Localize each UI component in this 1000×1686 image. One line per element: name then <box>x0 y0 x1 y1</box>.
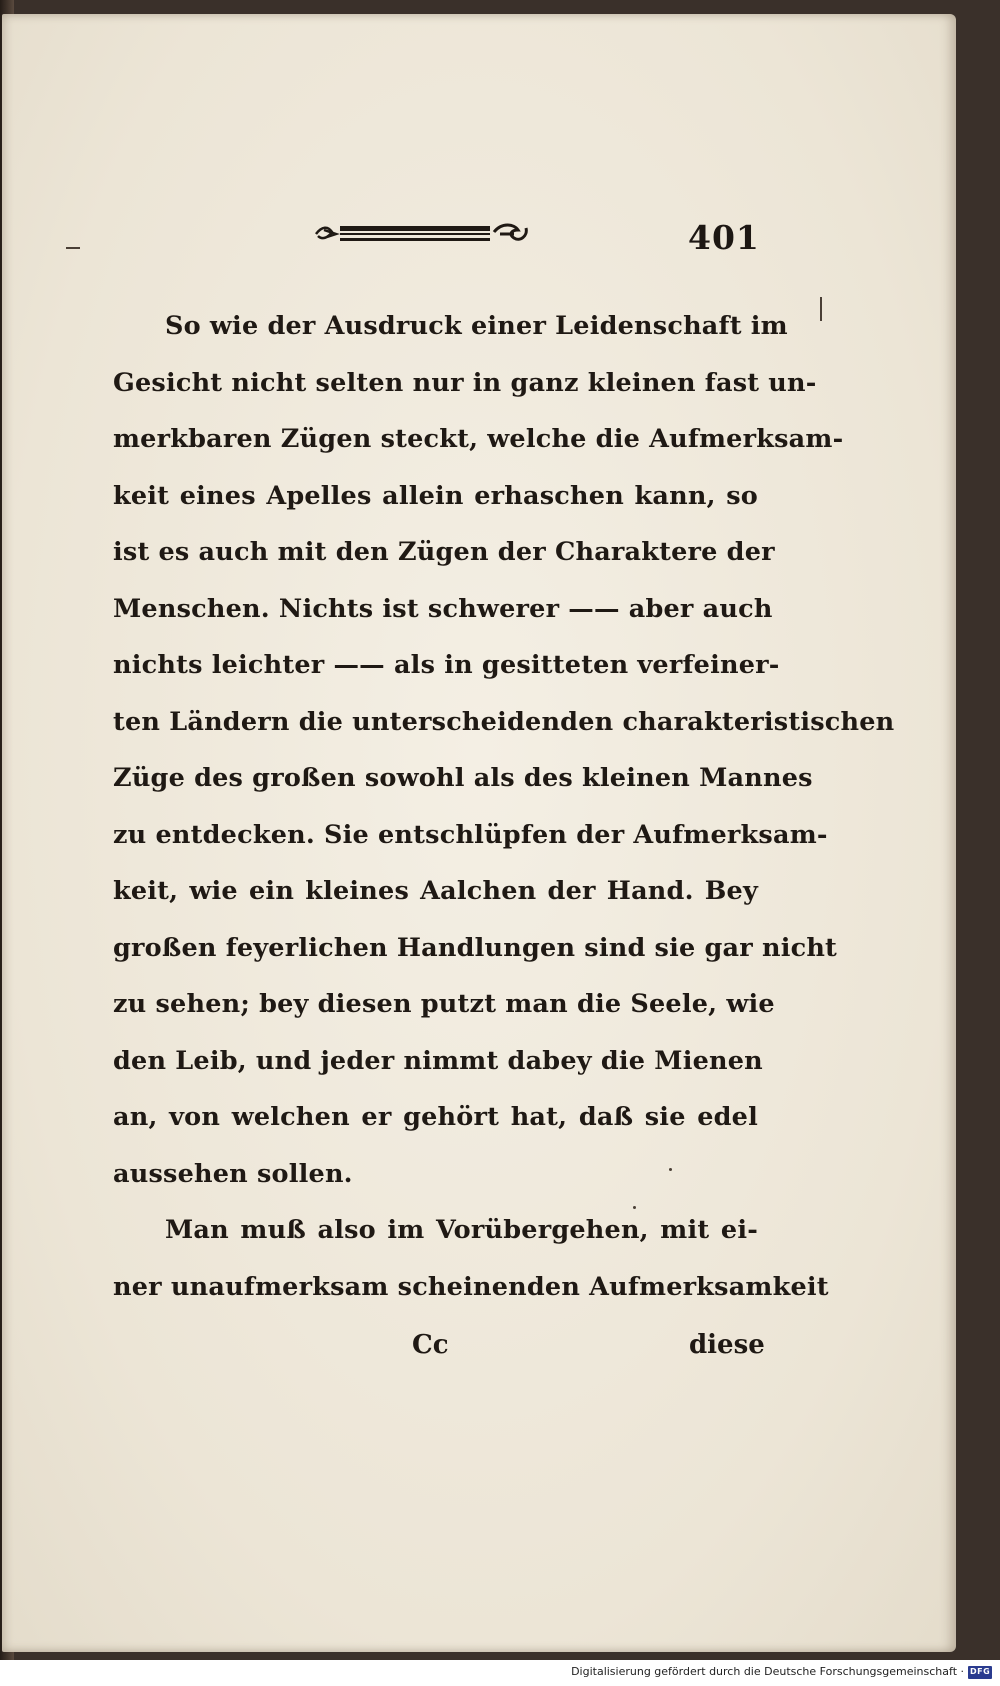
signature-mark: Cc <box>412 1330 449 1360</box>
text-line: keit eines Apelles allein erhaschen kann, so <box>113 480 758 511</box>
text-line: Gesicht nicht selten nur in ganz kleinen fast un- <box>113 367 817 398</box>
catchword: diese <box>689 1330 765 1360</box>
text-line: Man muß also im Vorübergehen, mit ei- <box>165 1215 758 1245</box>
text-line: zu sehen; bey diesen putzt man die Seele, wie <box>113 989 775 1019</box>
body-text <box>113 298 895 1315</box>
ornament-rule-icon <box>314 218 544 248</box>
page-number: 401 <box>688 218 760 257</box>
text-line: Menschen. Nichts ist schwerer —— aber auch <box>113 593 773 624</box>
footer-bar <box>0 1660 1000 1686</box>
text-line: aussehen sollen. <box>113 1158 353 1189</box>
text-line: merkbaren Zügen steckt, welche die Aufmerksam- <box>113 424 844 454</box>
text-line: So wie der Ausdruck einer Leidenschaft im <box>165 311 788 341</box>
text-line: ist es auch mit den Zügen der Charaktere der <box>113 537 775 567</box>
text-line: an, von welchen er gehört hat, daß sie edel <box>113 1102 758 1132</box>
margin-mark <box>820 297 822 321</box>
text-line: nichts leichter —— als in gesitteten verfeiner- <box>113 650 780 680</box>
book-page <box>2 14 956 1652</box>
funding-notice: Digitalisierung gefördert durch die Deutsche Forschungsgemeinschaft · <box>571 1665 964 1678</box>
text-line: ner unaufmerksam scheinenden Aufmerksamkeit <box>113 1271 829 1302</box>
text-line: den Leib, und jeder nimmt dabey die Mienen <box>113 1045 763 1076</box>
text-line: großen feyerlichen Handlungen sind sie gar nicht <box>113 932 838 963</box>
text-line: zu entdecken. Sie entschlüpfen der Aufmerksam- <box>113 819 828 850</box>
dfg-logo <box>968 1666 992 1679</box>
dfg-logo-text: DFG <box>970 1667 991 1676</box>
margin-mark <box>66 247 80 249</box>
text-line: keit, wie ein kleines Aalchen der Hand. Bey <box>113 876 758 906</box>
ink-speck <box>633 1206 636 1209</box>
text-line: ten Ländern die unterscheidenden charakteristischen <box>113 706 895 737</box>
text-line: Züge des großen sowohl als des kleinen Mannes <box>113 763 813 793</box>
ink-speck <box>669 1168 672 1171</box>
